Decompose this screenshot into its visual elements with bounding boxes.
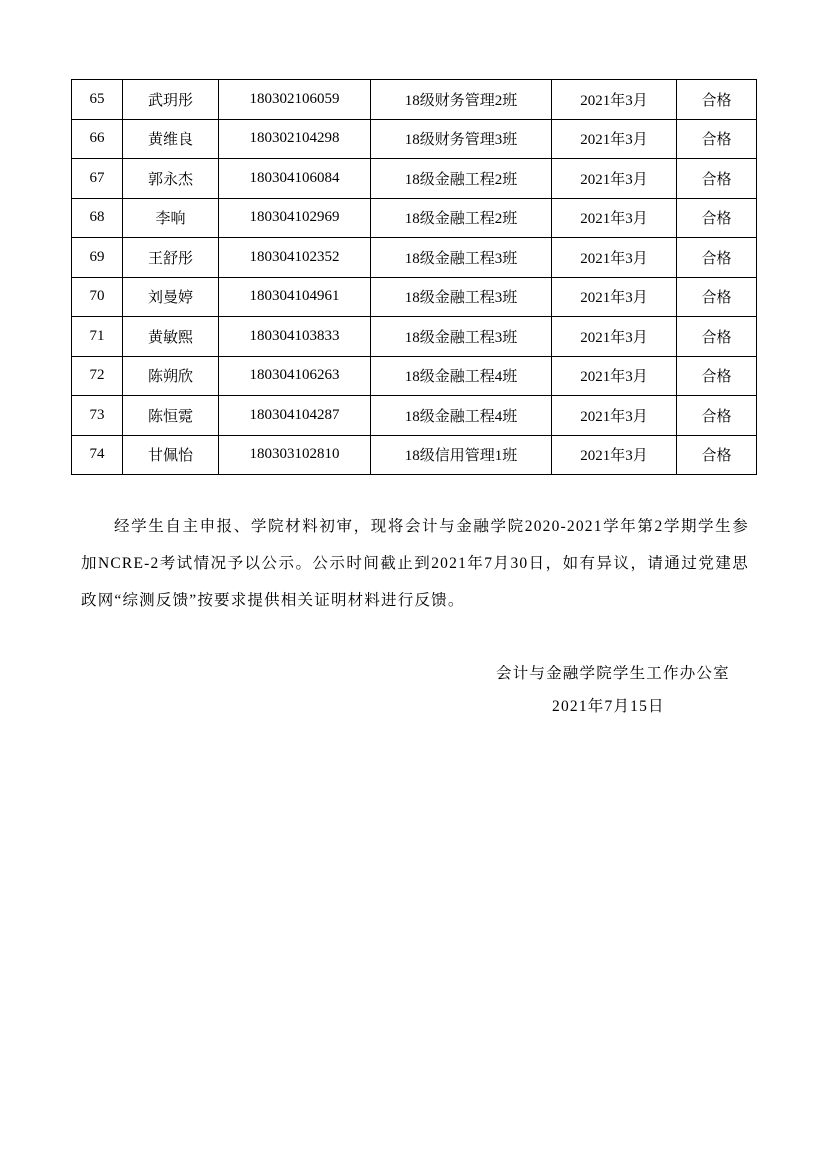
row-number-cell: 69 [72, 238, 123, 278]
class-cell: 18级金融工程2班 [371, 198, 552, 238]
exam-date-cell: 2021年3月 [552, 277, 677, 317]
student-name-cell: 李响 [123, 198, 219, 238]
results-table [71, 79, 757, 475]
table-row [72, 119, 757, 159]
student-name-cell: 郭永杰 [123, 159, 219, 199]
notice-paragraph: 经学生自主申报、学院材料初审，现将会计与金融学院2020-2021学年第2学期学生参加NCRE-2考试情况予以公示。公示时间截止到2021年7月30日，如有异议，请通过党建思政网“综测反馈”按要求提供相关证明材料进行反馈。 [81, 518, 749, 609]
result-cell: 合格 [677, 80, 757, 120]
exam-date-cell: 2021年3月 [552, 119, 677, 159]
class-cell: 18级金融工程4班 [371, 396, 552, 436]
result-cell: 合格 [677, 198, 757, 238]
table-row [72, 198, 757, 238]
row-number-cell: 67 [72, 159, 123, 199]
class-cell: 18级金融工程3班 [371, 317, 552, 357]
result-cell: 合格 [677, 317, 757, 357]
student-name-cell: 陈恒霓 [123, 396, 219, 436]
student-id-cell: 180304106263 [219, 356, 371, 396]
table-row [72, 396, 757, 436]
student-id-cell: 180304106084 [219, 159, 371, 199]
row-number-cell: 66 [72, 119, 123, 159]
class-cell: 18级金融工程3班 [371, 238, 552, 278]
student-id-cell: 180302104298 [219, 119, 371, 159]
student-id-cell: 180304104287 [219, 396, 371, 436]
result-cell: 合格 [677, 119, 757, 159]
student-name-cell: 武玥彤 [123, 80, 219, 120]
row-number-cell: 74 [72, 435, 123, 475]
table-row [72, 277, 757, 317]
result-cell: 合格 [677, 356, 757, 396]
exam-date-cell: 2021年3月 [552, 159, 677, 199]
class-cell: 18级金融工程2班 [371, 159, 552, 199]
student-name-cell: 刘曼婷 [123, 277, 219, 317]
exam-date-cell: 2021年3月 [552, 396, 677, 436]
signature-date: 2021年7月15日 [552, 698, 665, 715]
table-row [72, 317, 757, 357]
table-row [72, 435, 757, 475]
table-row [72, 238, 757, 278]
exam-date-cell: 2021年3月 [552, 356, 677, 396]
table-row [72, 80, 757, 120]
results-table-body [72, 80, 757, 475]
class-cell: 18级财务管理3班 [371, 119, 552, 159]
table-row [72, 159, 757, 199]
class-cell: 18级财务管理2班 [371, 80, 552, 120]
result-cell: 合格 [677, 396, 757, 436]
student-name-cell: 陈朔欣 [123, 356, 219, 396]
student-id-cell: 180303102810 [219, 435, 371, 475]
student-name-cell: 黄敏熙 [123, 317, 219, 357]
student-id-cell: 180304102969 [219, 198, 371, 238]
class-cell: 18级金融工程3班 [371, 277, 552, 317]
exam-date-cell: 2021年3月 [552, 80, 677, 120]
exam-date-cell: 2021年3月 [552, 435, 677, 475]
exam-date-cell: 2021年3月 [552, 238, 677, 278]
student-id-cell: 180304104961 [219, 277, 371, 317]
row-number-cell: 68 [72, 198, 123, 238]
student-name-cell: 王舒彤 [123, 238, 219, 278]
class-cell: 18级信用管理1班 [371, 435, 552, 475]
row-number-cell: 72 [72, 356, 123, 396]
row-number-cell: 71 [72, 317, 123, 357]
class-cell: 18级金融工程4班 [371, 356, 552, 396]
student-id-cell: 180304102352 [219, 238, 371, 278]
row-number-cell: 70 [72, 277, 123, 317]
student-name-cell: 甘佩怡 [123, 435, 219, 475]
student-name-cell: 黄维良 [123, 119, 219, 159]
signature-office: 会计与金融学院学生工作办公室 [496, 665, 730, 682]
exam-date-cell: 2021年3月 [552, 317, 677, 357]
student-id-cell: 180304103833 [219, 317, 371, 357]
student-id-cell: 180302106059 [219, 80, 371, 120]
result-cell: 合格 [677, 277, 757, 317]
result-cell: 合格 [677, 238, 757, 278]
table-row [72, 356, 757, 396]
exam-date-cell: 2021年3月 [552, 198, 677, 238]
result-cell: 合格 [677, 159, 757, 199]
result-cell: 合格 [677, 435, 757, 475]
row-number-cell: 73 [72, 396, 123, 436]
row-number-cell: 65 [72, 80, 123, 120]
